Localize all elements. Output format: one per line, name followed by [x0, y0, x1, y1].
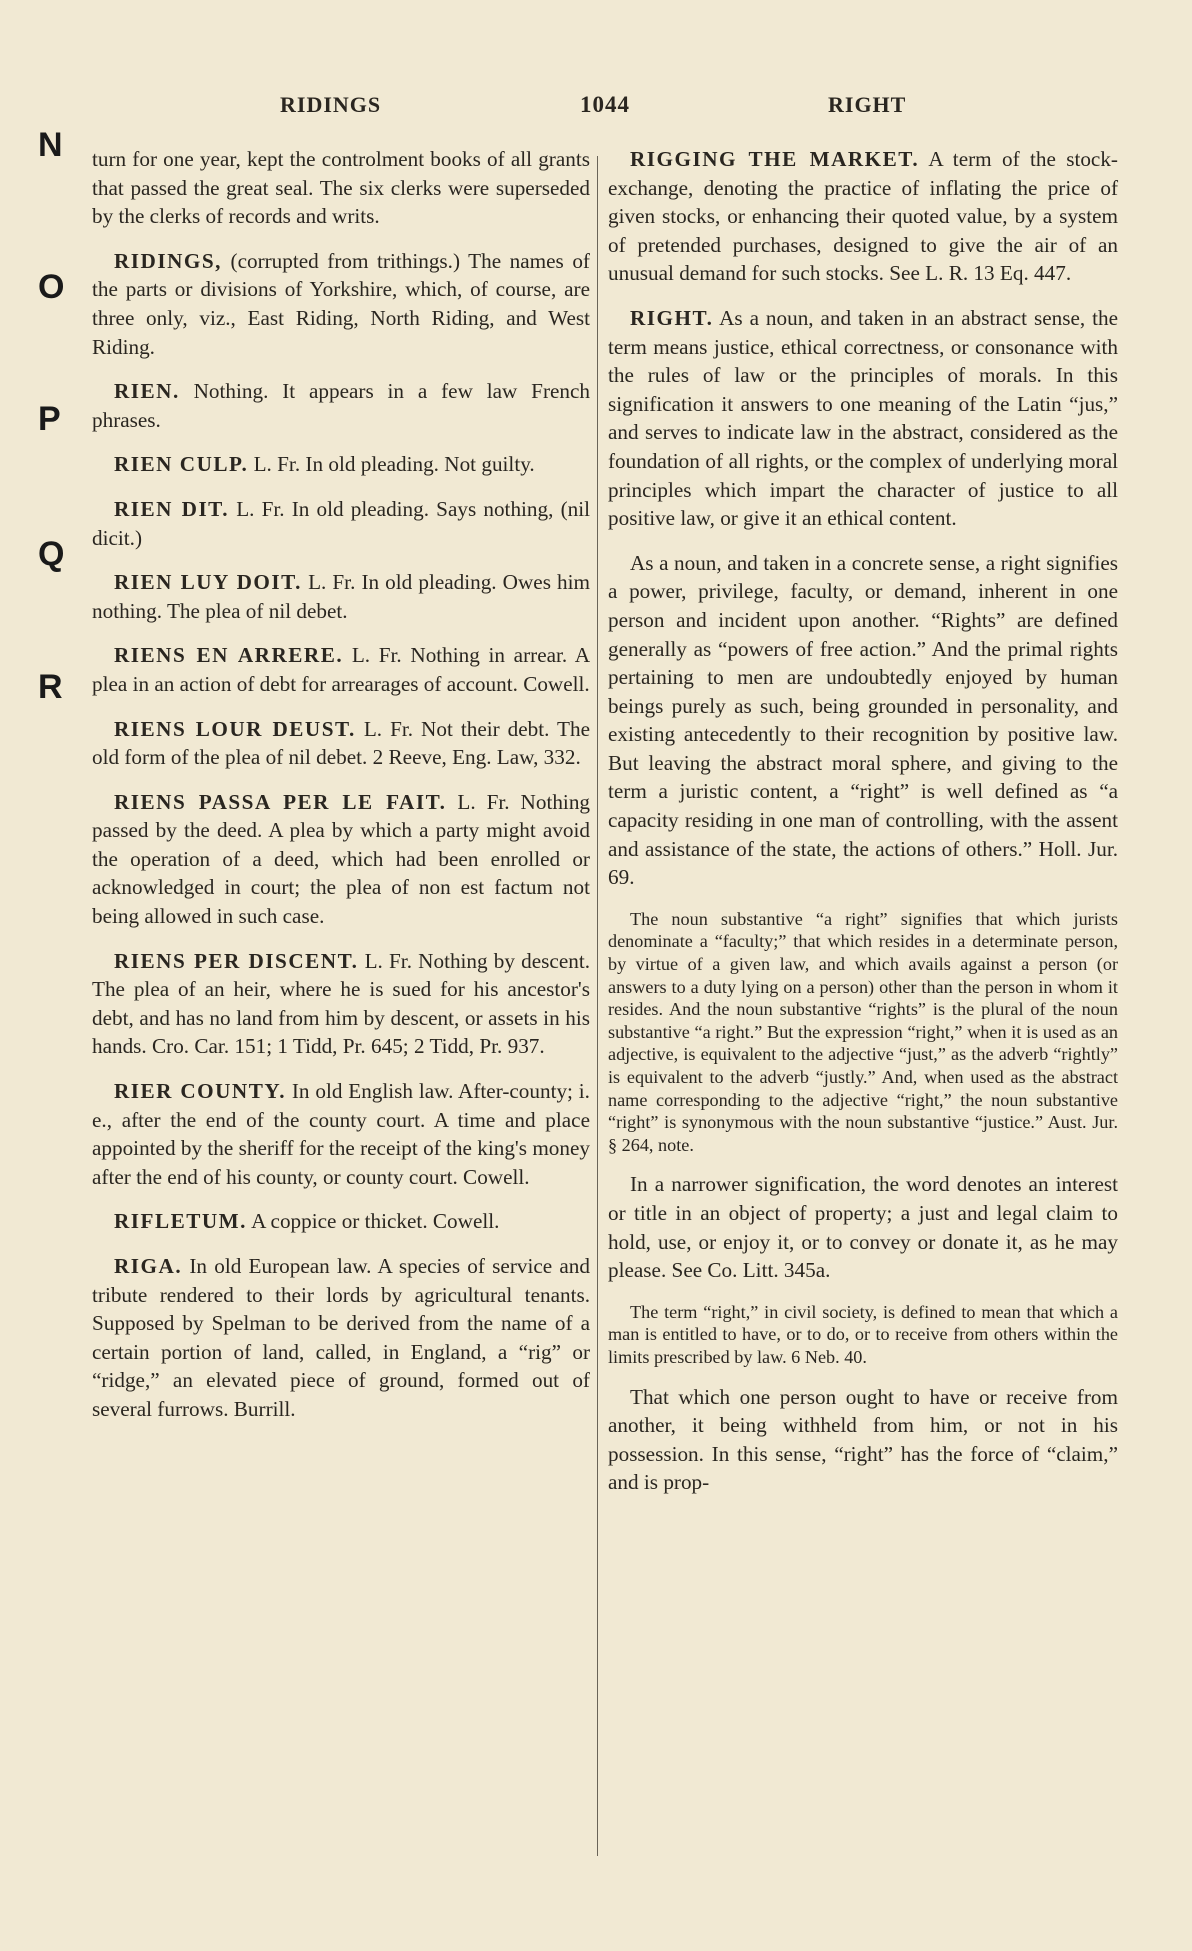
- headword: RIEN DIT.: [114, 496, 230, 521]
- headword: RIGGING THE MARKET.: [630, 147, 920, 171]
- entry-text: turn for one year, kept the controlment books of all grants that passed the great seal. The six clerks were superseded by the clerks of records and writs.: [92, 147, 590, 229]
- headword: RIGA.: [114, 1254, 183, 1278]
- thumb-index-letter: Q: [38, 535, 65, 573]
- dictionary-entry: [92, 1077, 590, 1191]
- note-text: The noun substantive “a right” signifies that which jurists denominate a “faculty;” that which resides in a determinate person, by virtue of a given law, and which avails against a person (or answers to a duty lying on a person) other than the person in whom it resides. And the noun substantive “rights” is the plural of the noun substantive “a right.” But the expression “right,” when it is used as an adjective, is equivalent to the adjective “just,” as the adverb “rightly” is equivalent to the adverb “justly.” And, when used as the abstract name corresponding to the adjective “right,” the noun substantive “right” is synonymous with the noun substantive “justice.” Aust. Jur. § 264, note.: [608, 908, 1118, 1155]
- entry-paragraph: [608, 1383, 1118, 1497]
- dictionary-entry: [92, 450, 590, 479]
- headword: RIGHT.: [630, 305, 714, 330]
- entry-text: In old European law. A species of service and tribute rendered to their lords by agricultural tenants. Supposed by Spelman to be derived from the name of a certain portion of land, called, in England, a “rig” or “ridge,” an elevated piece of ground, formed out of several furrows. Burrill.: [92, 1254, 590, 1421]
- right-column: [608, 145, 1118, 1513]
- entry-text: (corrupted from trithings.) The names of the parts or divisions of Yorkshire, which, of course, are three only, viz., East Riding, North Riding, and West Riding.: [92, 248, 590, 359]
- dictionary-entry: [92, 568, 590, 625]
- dictionary-entry: [92, 145, 590, 231]
- headword: RIENS PER DISCENT.: [114, 948, 359, 973]
- thumb-index-letter: N: [38, 126, 63, 164]
- entry-text: As a noun, and taken in a concrete sense, a right signifies a power, privilege, faculty, or demand, inherent in one person and incident upon another. “Rights” are defined generally as “powers of free action.” And the primal rights pertaining to men are undoubtedly enjoyed by human beings purely as such, being grounded in personality, and existing antecedently to their recognition by positive law. But leaving the abstract moral sphere, and giving to the term a juristic content, a “right” is well defined as “a capacity residing in one man of controlling, with the assent and assistance of the state, the actions of others.” Holl. Jur. 69.: [608, 550, 1118, 890]
- running-head-left: RIDINGS: [280, 92, 382, 117]
- entry-paragraph: [608, 1170, 1118, 1284]
- entry-text: A coppice or thicket. Cowell.: [246, 1209, 500, 1234]
- headword: RIENS EN ARRERE.: [114, 643, 344, 668]
- dictionary-entry: [92, 788, 590, 931]
- entry-text: L. Fr. In old pleading. Says nothing, (nil dicit.): [92, 496, 590, 550]
- entry-paragraph: [608, 549, 1118, 892]
- entry-text: As a noun, and taken in an abstract sense, the term means justice, ethical correctness, or consonance with the rules of law or the principles of morals. In this signification it answers to one meaning of the Latin “jus,” and serves to indicate law in the abstract, considered as the foundation of all rights, or the complex of underlying moral principles which impart the character of justice to all positive law, or give it an ethical content.: [608, 305, 1118, 531]
- dictionary-entry: [608, 304, 1118, 533]
- thumb-index-letter: R: [38, 668, 63, 706]
- entry-text: A term of the stock-exchange, denoting the practice of inflating the price of given stocks, or enhancing their quoted value, by a system of pretended purchases, designed to give the air of an unusual demand for such stocks. See L. R. 13 Eq. 447.: [608, 147, 1118, 286]
- entry-note: [608, 908, 1118, 1157]
- entry-text: L. Fr. Nothing by descent. The plea of an heir, where he is sued for his ancestor's debt, and has no land from him by descent, or assets in his hands. Cro. Car. 151; 1 Tidd, Pr. 645; 2 Tidd, Pr. 937.: [92, 948, 590, 1059]
- entry-text: L. Fr. Not their debt. The old form of the plea of nil debet. 2 Reeve, Eng. Law, 332.: [92, 716, 590, 770]
- column-divider: [597, 156, 598, 1856]
- headword: RIEN.: [114, 379, 180, 404]
- dictionary-entry: [92, 715, 590, 772]
- dictionary-entry: [92, 641, 590, 698]
- entry-text: L. Fr. In old pleading. Not guilty.: [248, 452, 535, 477]
- dictionary-entry: [92, 495, 590, 552]
- dictionary-entry: [92, 247, 590, 361]
- entry-text: L. Fr. Nothing in arrear. A plea in an action of debt for arrearages of account. Cowell.: [92, 643, 590, 696]
- thumb-index-letter: P: [38, 400, 61, 438]
- headword: RIENS PASSA PER LE FAIT.: [114, 789, 447, 814]
- dictionary-entry: [92, 377, 590, 434]
- entry-text: L. Fr. Nothing passed by the deed. A plea by which a party might avoid the operation of a deed, which had been enrolled or acknowledged in court; the plea of non est factum not being allowed in such case.: [92, 789, 591, 929]
- left-column: [92, 145, 590, 1440]
- entry-text: In a narrower signification, the word denotes an interest or title in an object of property; a just and legal claim to hold, use, or enjoy it, or to convey or donate it, as he may please. See Co. Litt. 345a.: [608, 1172, 1118, 1283]
- headword: RIDINGS,: [114, 248, 222, 273]
- entry-text: Nothing. It appears in a few law French phrases.: [92, 379, 590, 432]
- headword: RIENS LOUR DEUST.: [114, 716, 356, 741]
- note-text: The term “right,” in civil society, is defined to mean that which a man is entitled to have, or to do, or to receive from others within the limits prescribed by law. 6 Neb. 40.: [608, 1301, 1118, 1367]
- entry-note: [608, 1301, 1118, 1369]
- dictionary-entry: [92, 947, 590, 1061]
- headword: RIEN CULP.: [114, 452, 249, 477]
- entry-text: L. Fr. In old pleading. Owes him nothing. The plea of nil debet.: [92, 570, 590, 623]
- thumb-index-letter: O: [38, 268, 65, 306]
- dictionary-entry: [92, 1207, 590, 1236]
- running-head-right: RIGHT: [828, 92, 907, 117]
- dictionary-entry: [608, 145, 1118, 288]
- headword: RIFLETUM.: [114, 1209, 247, 1234]
- page-number: 1044: [580, 92, 630, 117]
- dictionary-entry: [92, 1252, 590, 1424]
- entry-text: That which one person ought to have or receive from another, it being withheld from him, or not in his possession. In this sense, “right” has the force of “claim,” and is prop-: [608, 1384, 1118, 1495]
- entry-text: In old English law. After-county; i. e., after the end of the county court. A time and place appointed by the sheriff for the receipt of the king's money after the end of his county, or county court. Cowell.: [92, 1079, 590, 1189]
- headword: RIER COUNTY.: [114, 1079, 286, 1104]
- headword: RIEN LUY DOIT.: [114, 570, 302, 595]
